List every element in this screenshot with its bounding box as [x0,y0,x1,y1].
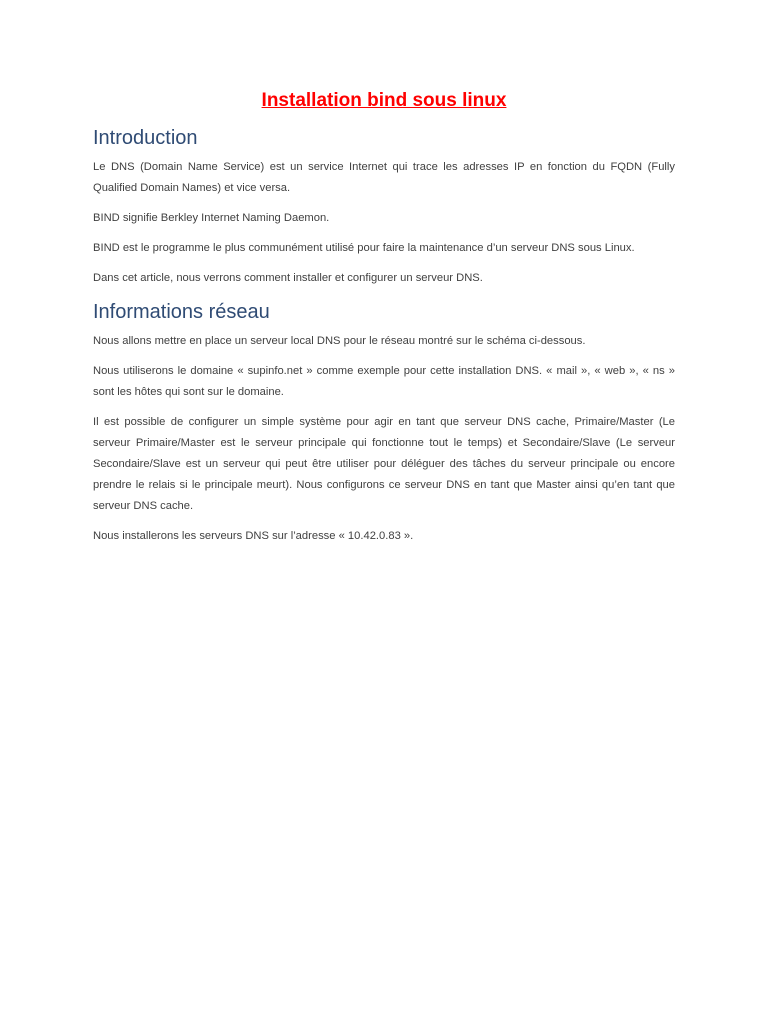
section-introduction [93,124,675,289]
paragraph: BIND signifie Berkley Internet Naming Daemon. [93,212,330,224]
section-heading-introduction: Introduction [93,127,198,149]
document-title: Installation bind sous linux [261,90,507,111]
paragraph: BIND est le programme le plus communément utilisé pour faire la maintenance d’un serveur DNS sous Linux. [93,242,635,254]
paragraph: Le DNS (Domain Name Service) est un service Internet qui trace les adresses IP en fonction du FQDN (Fully Qualified Domain Names) et vice versa. [93,161,675,194]
section-heading-informations-reseau: Informations réseau [93,301,270,323]
paragraph: Dans cet article, nous verrons comment installer et configurer un serveur DNS. [93,272,483,284]
section-informations-reseau [93,298,675,547]
paragraph: Nous utiliserons le domaine « supinfo.net » comme exemple pour cette installation DNS. « mail », « web », « ns » sont les hôtes qui sont sur le domaine. [93,365,675,398]
paragraph: Nous allons mettre en place un serveur local DNS pour le réseau montré sur le schéma ci-dessous. [93,335,586,347]
paragraph: Nous installerons les serveurs DNS sur l’adresse « 10.42.0.83 ». [93,530,414,542]
paragraph: Il est possible de configurer un simple système pour agir en tant que serveur DNS cache, Primaire/Master (Le serveur Primaire/Master est le serveur principale qui fonctionne tout le temps) et Secondaire/Slave (Le serveur Secondaire/Slave est un serveur qui peut être utiliser pour déléguer des tâches du serveur principale ou encore prendre le relais si le principale meurt). Nous configurons ce serveur DNS en tant que Master ainsi qu’en tant que serveur DNS cache. [93,416,675,512]
